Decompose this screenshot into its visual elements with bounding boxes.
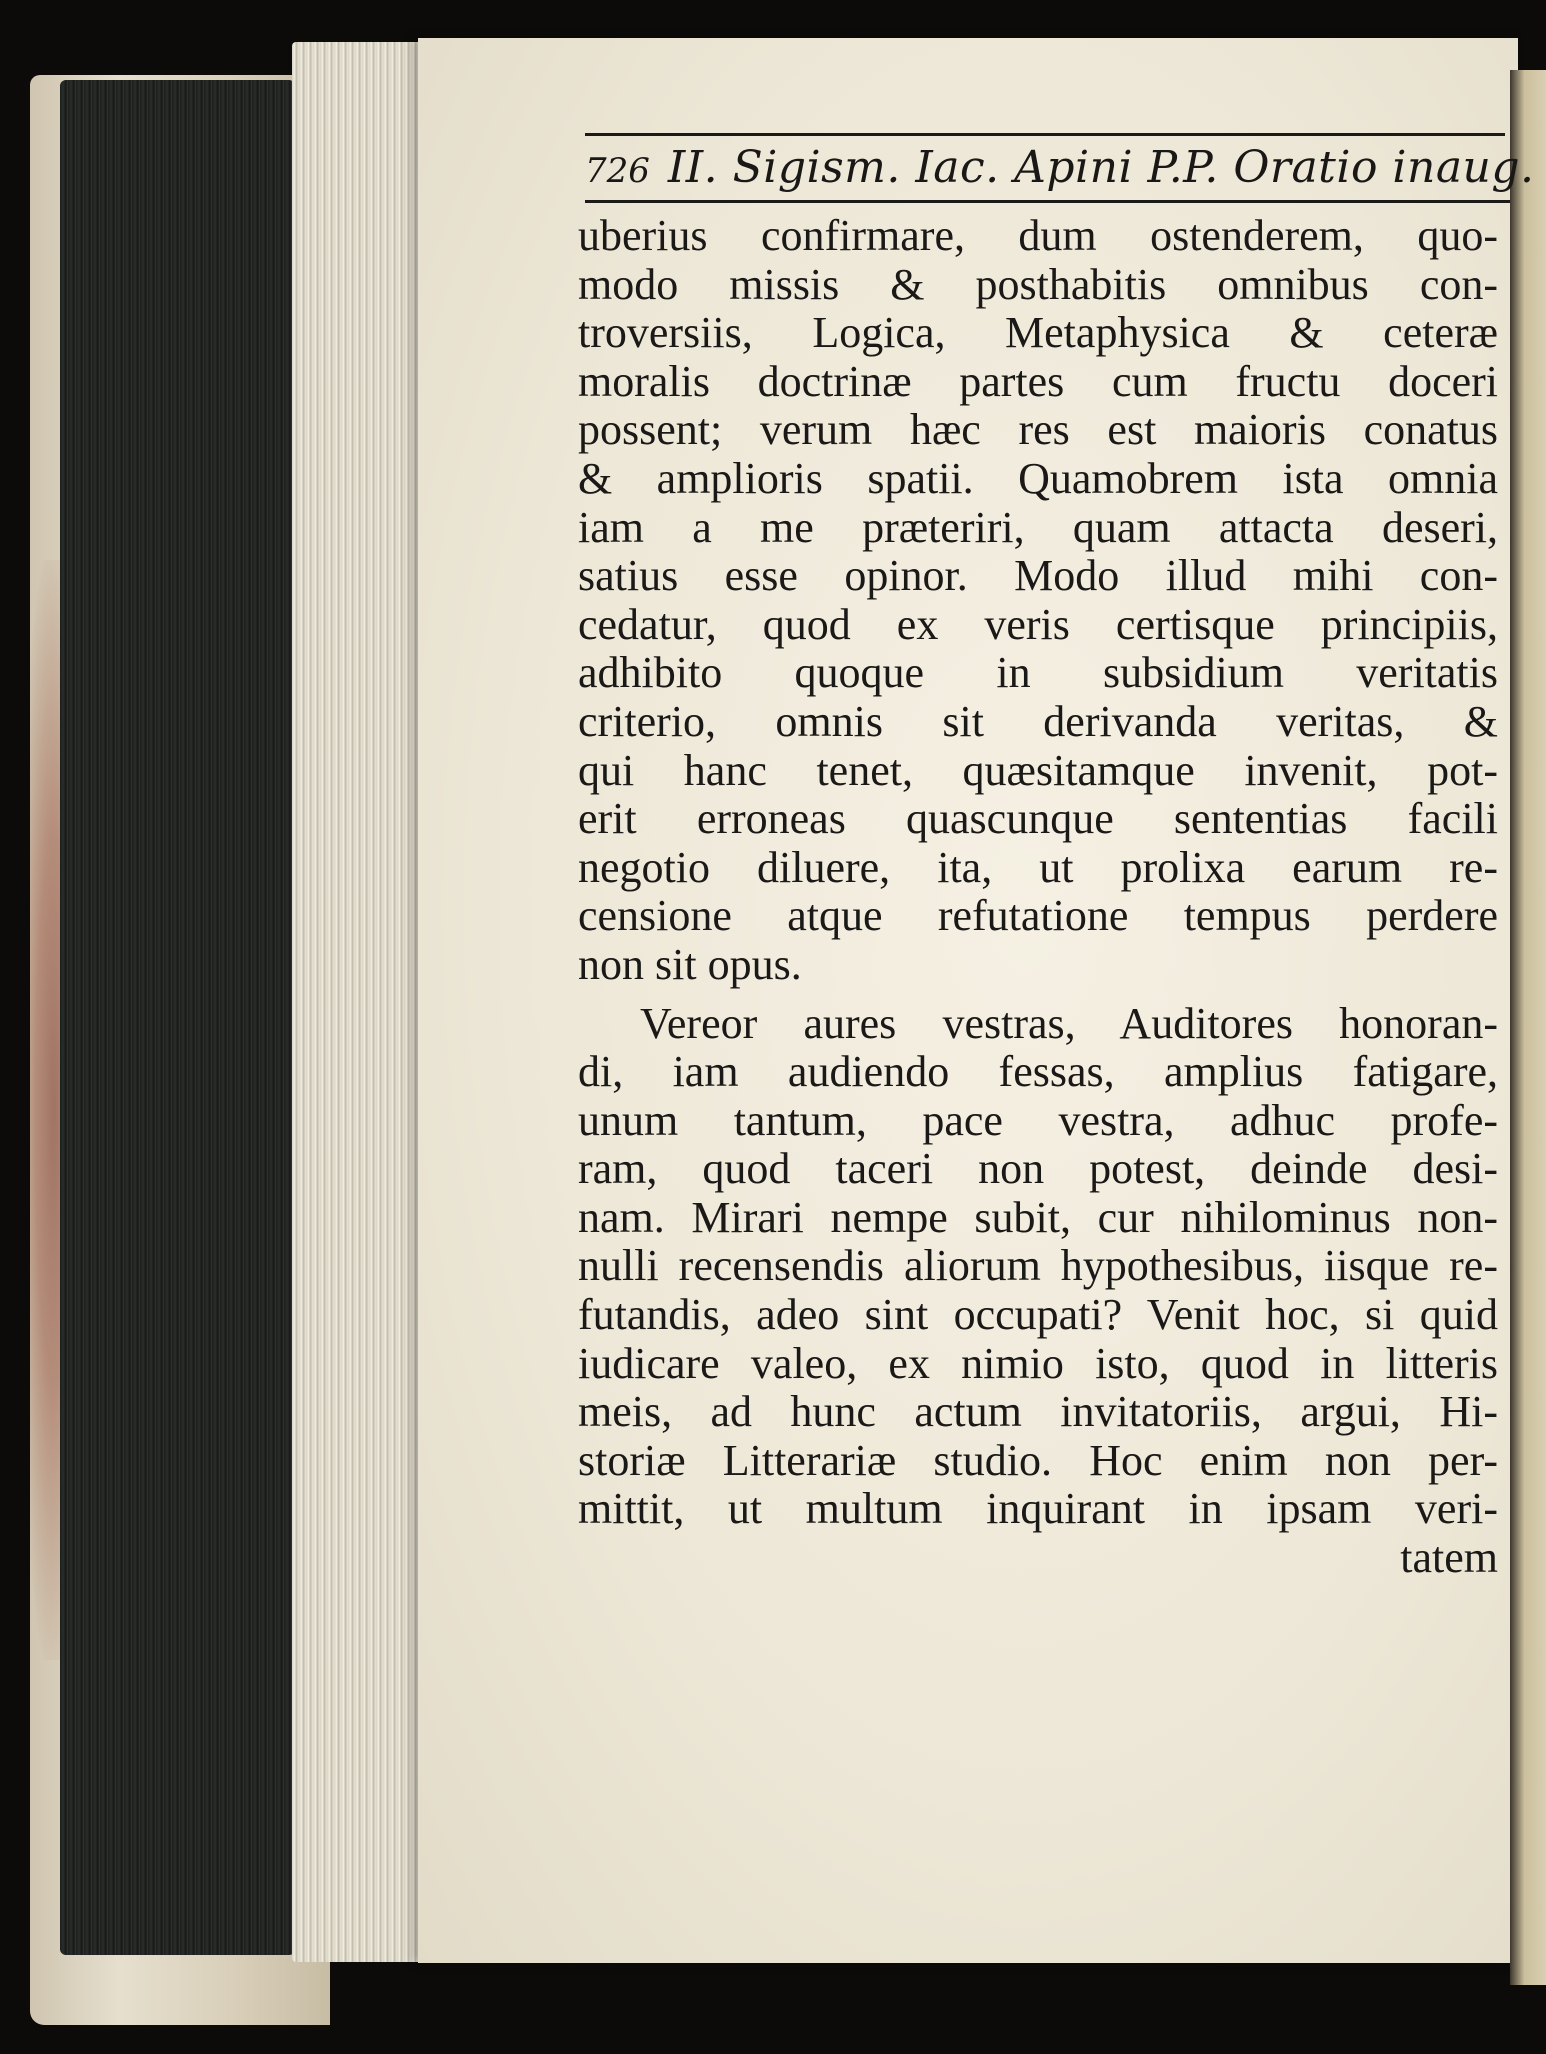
text-line: cedatur, quod ex veris certisque principiis, [578,600,1498,649]
body-text [578,212,1498,1583]
text-line: & amplioris spatii. Quamobrem ista omnia [578,454,1498,503]
header-rule-bottom [585,200,1510,203]
page-number: 726 [585,151,650,191]
text-line: modo missis & posthabitis omnibus con- [578,260,1498,309]
text-line: di, iam audiendo fessas, amplius fatigare, [578,1048,1498,1097]
text-line: storiæ Litterariæ studio. Hoc enim non per- [578,1436,1498,1485]
text-line: iudicare valeo, ex nimio isto, quod in litteris [578,1339,1498,1388]
page-edges [292,42,432,1962]
text-line: possent; verum hæc res est maioris conatus [578,406,1498,455]
text-line: adhibito quoque in subsidium veritatis [578,649,1498,698]
text-line: meis, ad hunc actum invitatoriis, argui, Hi- [578,1388,1498,1437]
text-line: nam. Mirari nempe subit, cur nihilominus non- [578,1193,1498,1242]
text-line: iam a me præteriri, quam attacta deseri, [578,503,1498,552]
running-head [585,142,1535,198]
header-rule-top [585,133,1505,136]
text-line: futandis, adeo sint occupati? Venit hoc, si quid [578,1291,1498,1340]
text-line: nulli recensendis aliorum hypothesibus, iisque re- [578,1242,1498,1291]
text-line: criterio, omnis sit derivanda veritas, & [578,697,1498,746]
text-line: negotio diluere, ita, ut prolixa earum re- [578,843,1498,892]
facing-page-edge [1510,70,1546,1985]
text-line: satius esse opinor. Modo illud mihi con- [578,552,1498,601]
text-line: non sit opus. [578,940,802,989]
text-line: erit erroneas quascunque sententias facili [578,795,1498,844]
text-line: mittit, ut multum inquirant in ipsam veri- [578,1485,1498,1534]
text-line: moralis doctrinæ partes cum fructu doceri [578,357,1498,406]
catchword: tatem [1400,1534,1498,1583]
page-block-edge [60,80,295,1955]
text-line: ram, quod taceri non potest, deinde desi- [578,1145,1498,1194]
text-line: Vereor aures vestras, Auditores honoran- [640,999,1498,1048]
text-line: unum tantum, pace vestra, adhuc profe- [578,1096,1498,1145]
text-line: uberius confirmare, dum ostenderem, quo- [578,212,1498,260]
text-line: qui hanc tenet, quæsitamque invenit, pot- [578,746,1498,795]
running-title: II. Sigism. Iac. Apini P.P. Oratio inaug. [667,142,1535,193]
paragraph-gap [578,990,1498,1000]
text-line: troversiis, Logica, Metaphysica & ceteræ [578,309,1498,358]
text-line: censione atque refutatione tempus perdere [578,892,1498,941]
